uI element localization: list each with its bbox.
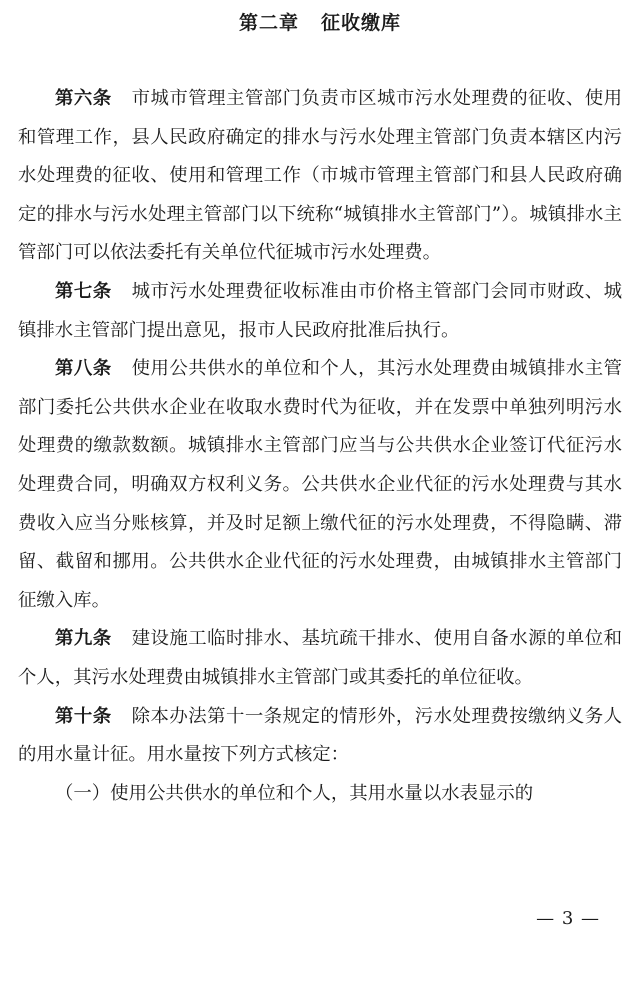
article-10 [18,698,622,775]
chapter-title: 征收缴库 [321,12,402,34]
page-number: — 3 — [536,908,600,929]
article-7 [18,273,622,350]
article-label: 第六条 [55,88,112,109]
chapter-heading [18,8,622,35]
article-label: 第九条 [55,628,112,650]
article-label: 第八条 [55,358,112,380]
article-text: 使用公共供水的单位和个人，其污水处理费由城镇排水主管部门委托公共供水企业在收取水费时代为征收，并在发票中单独列明污水处理费的缴款数额。城镇排水主管部门应当与公共供水企业签订代征污水处理费合同，明确双方权利义务。公共供水企业代征的污水处理费与其水费收入应当分账核算，并及时足额上缴代征的污水处理费，不得隐瞒、滞留、截留和挪用。公共供水企业代征的污水处理费，由城镇排水主管部门征缴入库。 [18,358,622,611]
article-text: 市城市管理主管部门负责市区城市污水处理费的征收、使用和管理工作，县人民政府确定的排水与污水处理主管部门负责本辖区内污水处理费的征收、使用和管理工作（市城市管理主管部门和县人民政府确定的排水与污水处理主管部门以下统称“城镇排水主管部门”）。城镇排水主管部门可以依法委托有关单位代征城市污水处理费。 [18,88,622,264]
clause-1 [18,775,622,814]
article-9 [18,620,622,697]
article-text: 除本办法第十一条规定的情形外，污水处理费按缴纳义务人的用水量计征。用水量按下列方式核定： [18,705,622,766]
article-text: 城市污水处理费征收标准由市价格主管部门会同市财政、城镇排水主管部门提出意见，报市人民政府批准后执行。 [18,280,622,341]
article-6 [18,80,622,273]
article-label: 第七条 [55,280,112,302]
clause-text: （一）使用公共供水的单位和个人，其用水量以水表显示的 [55,782,534,804]
article-text: 建设施工临时排水、基坑疏干排水、使用自备水源的单位和个人，其污水处理费由城镇排水主管部门或其委托的单位征收。 [18,628,622,688]
article-8 [18,350,622,620]
chapter-number: 第二章 [238,12,299,34]
document-body [18,80,622,813]
article-label: 第十条 [55,705,112,727]
